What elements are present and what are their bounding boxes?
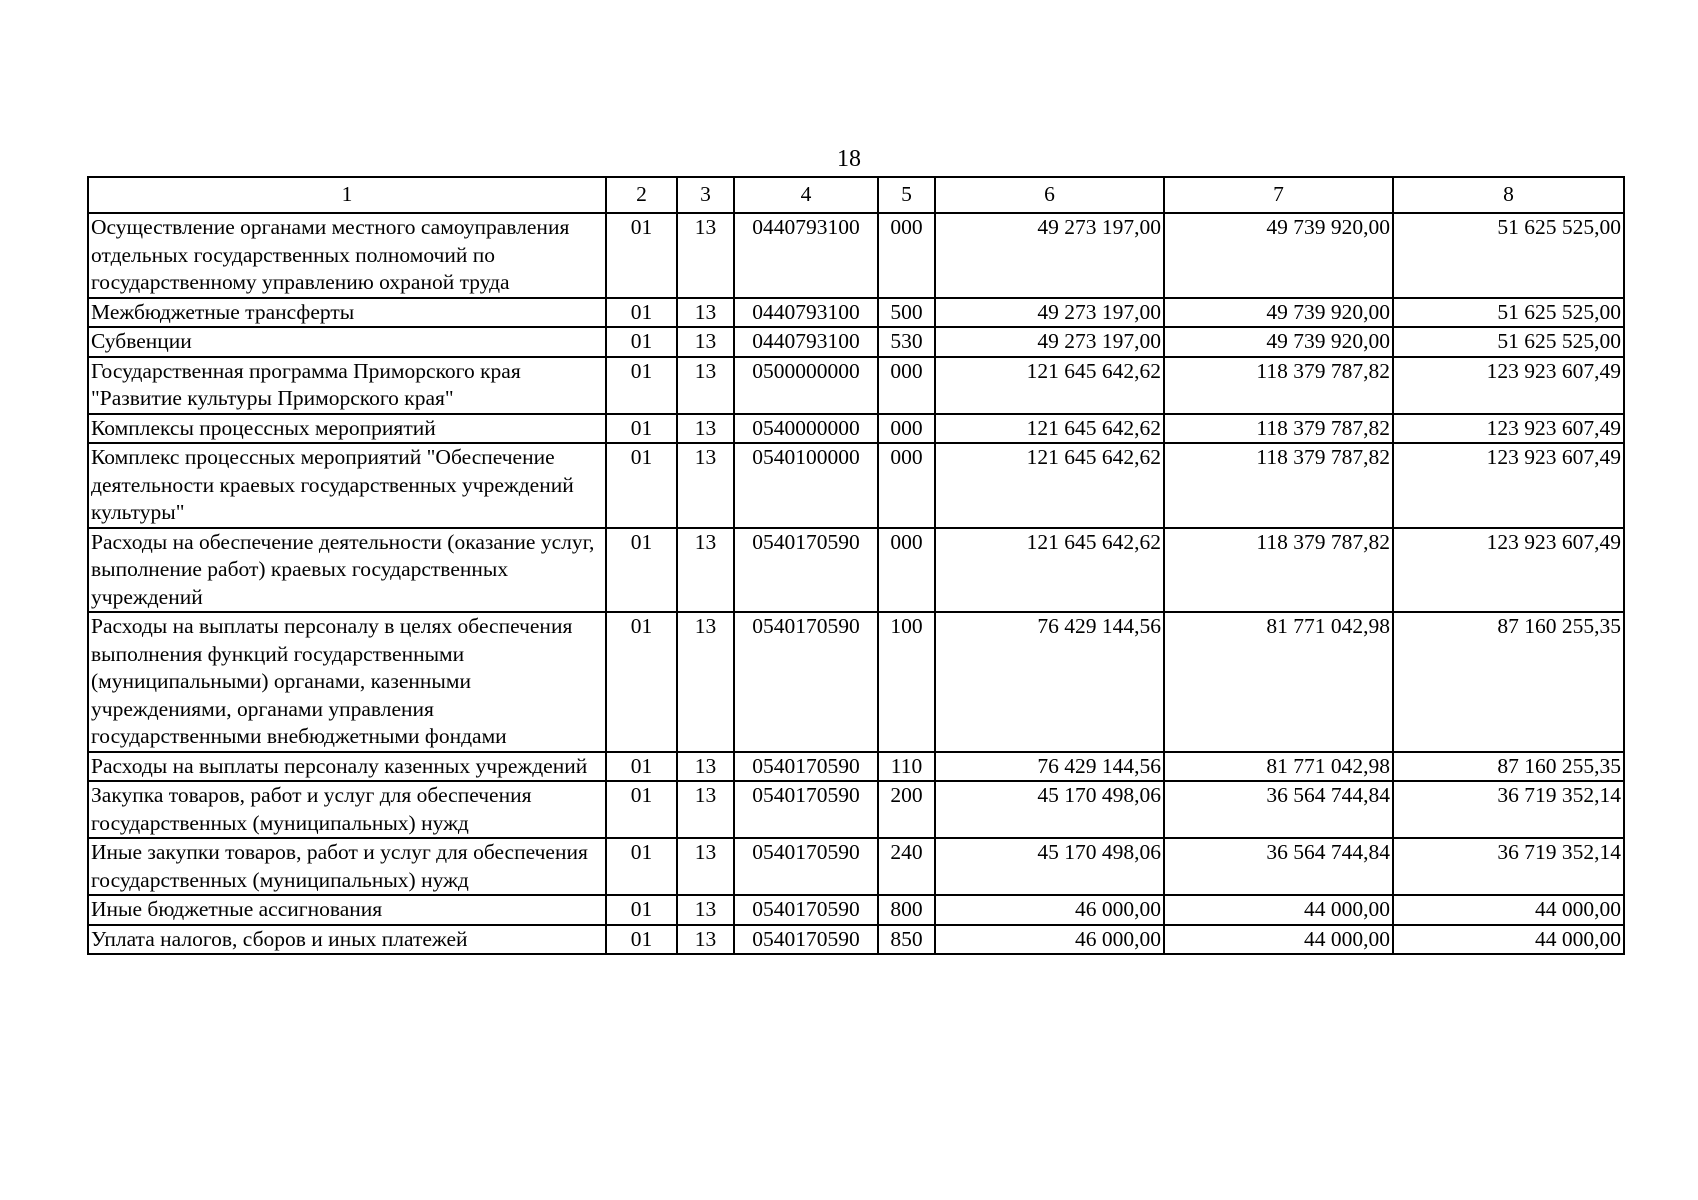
column-header: 1 (88, 177, 606, 213)
row-name: Расходы на обеспечение деятельности (оказание услуг, выполнение работ) краевых государственных учреждений (88, 528, 606, 613)
section-code: 01 (606, 213, 677, 298)
target-article-code: 0540100000 (734, 443, 878, 528)
column-header: 7 (1164, 177, 1393, 213)
amount-col-6: 76 429 144,56 (935, 612, 1164, 752)
table-row (88, 781, 1624, 838)
section-code: 01 (606, 781, 677, 838)
amount-col-6: 121 645 642,62 (935, 357, 1164, 414)
target-article-code: 0540170590 (734, 612, 878, 752)
amount-col-8: 123 923 607,49 (1393, 414, 1624, 444)
amount-col-6: 121 645 642,62 (935, 414, 1164, 444)
subsection-code: 13 (677, 612, 734, 752)
section-code: 01 (606, 895, 677, 925)
row-name: Уплата налогов, сборов и иных платежей (88, 925, 606, 955)
amount-col-8: 87 160 255,35 (1393, 612, 1624, 752)
amount-col-7: 81 771 042,98 (1164, 612, 1393, 752)
amount-col-6: 45 170 498,06 (935, 838, 1164, 895)
expense-type-code: 530 (878, 327, 935, 357)
amount-col-6: 49 273 197,00 (935, 213, 1164, 298)
target-article-code: 0540170590 (734, 781, 878, 838)
expense-type-code: 000 (878, 213, 935, 298)
table-row (88, 838, 1624, 895)
amount-col-8: 44 000,00 (1393, 895, 1624, 925)
amount-col-6: 121 645 642,62 (935, 528, 1164, 613)
target-article-code: 0540170590 (734, 752, 878, 782)
amount-col-8: 87 160 255,35 (1393, 752, 1624, 782)
amount-col-7: 118 379 787,82 (1164, 528, 1393, 613)
expense-type-code: 110 (878, 752, 935, 782)
table-row (88, 752, 1624, 782)
expense-type-code: 800 (878, 895, 935, 925)
subsection-code: 13 (677, 414, 734, 444)
table-row (88, 298, 1624, 328)
expense-type-code: 850 (878, 925, 935, 955)
row-name: Комплексы процессных мероприятий (88, 414, 606, 444)
amount-col-8: 44 000,00 (1393, 925, 1624, 955)
table-row (88, 443, 1624, 528)
expense-type-code: 000 (878, 443, 935, 528)
column-header: 2 (606, 177, 677, 213)
amount-col-7: 49 739 920,00 (1164, 213, 1393, 298)
column-header: 4 (734, 177, 878, 213)
row-name: Межбюджетные трансферты (88, 298, 606, 328)
section-code: 01 (606, 612, 677, 752)
amount-col-8: 51 625 525,00 (1393, 298, 1624, 328)
subsection-code: 13 (677, 925, 734, 955)
expense-type-code: 500 (878, 298, 935, 328)
expense-type-code: 100 (878, 612, 935, 752)
amount-col-6: 121 645 642,62 (935, 443, 1164, 528)
table-row (88, 925, 1624, 955)
target-article-code: 0540170590 (734, 895, 878, 925)
amount-col-8: 123 923 607,49 (1393, 443, 1624, 528)
amount-col-7: 49 739 920,00 (1164, 298, 1393, 328)
amount-col-7: 118 379 787,82 (1164, 357, 1393, 414)
target-article-code: 0500000000 (734, 357, 878, 414)
section-code: 01 (606, 327, 677, 357)
row-name: Государственная программа Приморского края "Развитие культуры Приморского края" (88, 357, 606, 414)
expense-type-code: 240 (878, 838, 935, 895)
table-row (88, 528, 1624, 613)
row-name: Расходы на выплаты персоналу казенных учреждений (88, 752, 606, 782)
amount-col-8: 51 625 525,00 (1393, 327, 1624, 357)
amount-col-6: 45 170 498,06 (935, 781, 1164, 838)
table-row (88, 414, 1624, 444)
amount-col-7: 44 000,00 (1164, 925, 1393, 955)
target-article-code: 0540170590 (734, 838, 878, 895)
subsection-code: 13 (677, 213, 734, 298)
target-article-code: 0440793100 (734, 298, 878, 328)
table-row (88, 357, 1624, 414)
amount-col-6: 76 429 144,56 (935, 752, 1164, 782)
amount-col-7: 44 000,00 (1164, 895, 1393, 925)
subsection-code: 13 (677, 838, 734, 895)
section-code: 01 (606, 925, 677, 955)
subsection-code: 13 (677, 443, 734, 528)
table-row (88, 213, 1624, 298)
row-name: Иные бюджетные ассигнования (88, 895, 606, 925)
subsection-code: 13 (677, 752, 734, 782)
amount-col-8: 36 719 352,14 (1393, 838, 1624, 895)
target-article-code: 0440793100 (734, 213, 878, 298)
amount-col-8: 51 625 525,00 (1393, 213, 1624, 298)
amount-col-8: 123 923 607,49 (1393, 357, 1624, 414)
expense-type-code: 000 (878, 414, 935, 444)
amount-col-7: 118 379 787,82 (1164, 443, 1393, 528)
subsection-code: 13 (677, 528, 734, 613)
row-name: Субвенции (88, 327, 606, 357)
section-code: 01 (606, 752, 677, 782)
expense-type-code: 000 (878, 357, 935, 414)
section-code: 01 (606, 357, 677, 414)
amount-col-6: 46 000,00 (935, 925, 1164, 955)
section-code: 01 (606, 298, 677, 328)
target-article-code: 0540170590 (734, 925, 878, 955)
row-name: Осуществление органами местного самоуправления отдельных государственных полномочий по государственному управлению охраной труда (88, 213, 606, 298)
subsection-code: 13 (677, 298, 734, 328)
table-row (88, 327, 1624, 357)
row-name: Расходы на выплаты персоналу в целях обеспечения выполнения функций государственными (муниципальными) органами, казенными учреждениями, органами управления государственными внебюджетными фондами (88, 612, 606, 752)
amount-col-7: 118 379 787,82 (1164, 414, 1393, 444)
section-code: 01 (606, 838, 677, 895)
column-header: 6 (935, 177, 1164, 213)
amount-col-6: 49 273 197,00 (935, 298, 1164, 328)
subsection-code: 13 (677, 357, 734, 414)
target-article-code: 0540000000 (734, 414, 878, 444)
amount-col-6: 46 000,00 (935, 895, 1164, 925)
page-number: 18 (837, 146, 861, 172)
header-row (88, 177, 1624, 213)
row-name: Закупка товаров, работ и услуг для обеспечения государственных (муниципальных) нужд (88, 781, 606, 838)
column-header: 5 (878, 177, 935, 213)
amount-col-7: 36 564 744,84 (1164, 838, 1393, 895)
amount-col-7: 36 564 744,84 (1164, 781, 1393, 838)
amount-col-8: 36 719 352,14 (1393, 781, 1624, 838)
amount-col-7: 49 739 920,00 (1164, 327, 1393, 357)
section-code: 01 (606, 443, 677, 528)
expense-type-code: 200 (878, 781, 935, 838)
section-code: 01 (606, 414, 677, 444)
budget-table (87, 176, 1625, 955)
target-article-code: 0440793100 (734, 327, 878, 357)
target-article-code: 0540170590 (734, 528, 878, 613)
amount-col-7: 81 771 042,98 (1164, 752, 1393, 782)
section-code: 01 (606, 528, 677, 613)
subsection-code: 13 (677, 781, 734, 838)
table-row (88, 612, 1624, 752)
subsection-code: 13 (677, 895, 734, 925)
row-name: Комплекс процессных мероприятий "Обеспечение деятельности краевых государственных учреждений культуры" (88, 443, 606, 528)
column-header: 8 (1393, 177, 1624, 213)
table-row (88, 895, 1624, 925)
column-header: 3 (677, 177, 734, 213)
amount-col-8: 123 923 607,49 (1393, 528, 1624, 613)
row-name: Иные закупки товаров, работ и услуг для обеспечения государственных (муниципальных) нужд (88, 838, 606, 895)
amount-col-6: 49 273 197,00 (935, 327, 1164, 357)
subsection-code: 13 (677, 327, 734, 357)
expense-type-code: 000 (878, 528, 935, 613)
